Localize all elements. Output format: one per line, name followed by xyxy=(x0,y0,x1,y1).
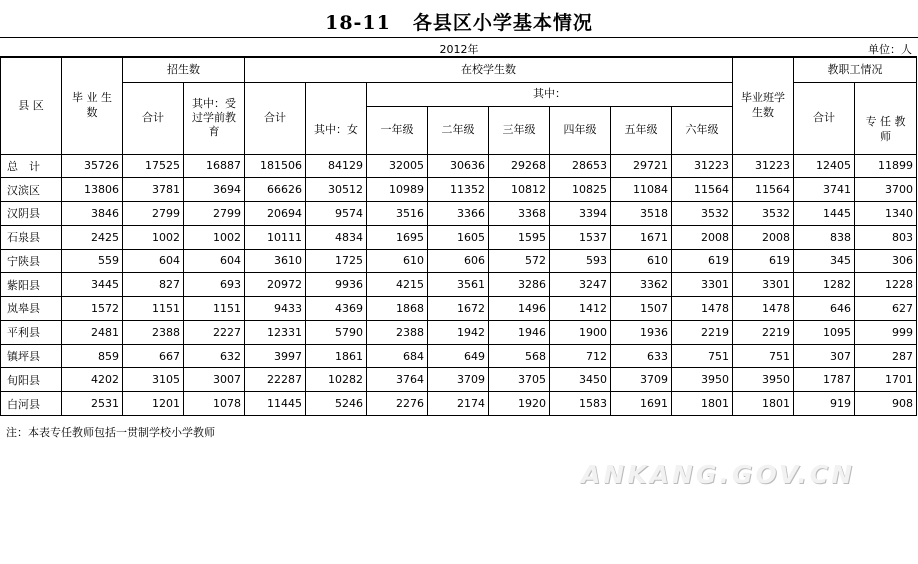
county-name-cell: 汉滨区 xyxy=(1,178,62,202)
data-cell: 3518 xyxy=(611,202,672,226)
data-cell: 3561 xyxy=(428,273,489,297)
data-cell: 1228 xyxy=(855,273,917,297)
county-name-cell: 紫阳县 xyxy=(1,273,62,297)
data-cell: 10825 xyxy=(550,178,611,202)
data-cell: 827 xyxy=(123,273,184,297)
data-cell: 646 xyxy=(794,297,855,321)
data-cell: 2219 xyxy=(733,320,794,344)
data-cell: 20694 xyxy=(245,202,306,226)
data-cell: 3709 xyxy=(611,368,672,392)
county-name-cell: 总 计 xyxy=(1,154,62,178)
data-cell: 572 xyxy=(489,249,550,273)
data-cell: 3694 xyxy=(184,178,245,202)
statistics-table xyxy=(0,56,917,416)
data-cell: 307 xyxy=(794,344,855,368)
data-cell: 3700 xyxy=(855,178,917,202)
watermark: ANKANG.GOV.CN xyxy=(581,460,856,489)
header-of-which: 其中： xyxy=(367,82,733,106)
header-enrollment: 招生数 xyxy=(123,57,245,82)
data-cell: 1002 xyxy=(123,225,184,249)
data-cell: 1671 xyxy=(611,225,672,249)
data-cell: 604 xyxy=(123,249,184,273)
data-cell: 859 xyxy=(62,344,123,368)
data-cell: 1507 xyxy=(611,297,672,321)
data-cell: 3950 xyxy=(672,368,733,392)
data-cell: 693 xyxy=(184,273,245,297)
data-cell: 20972 xyxy=(245,273,306,297)
data-cell: 2008 xyxy=(672,225,733,249)
data-cell: 3445 xyxy=(62,273,123,297)
county-name-cell: 石泉县 xyxy=(1,225,62,249)
data-cell: 999 xyxy=(855,320,917,344)
data-cell: 11899 xyxy=(855,154,917,178)
data-cell: 30636 xyxy=(428,154,489,178)
data-cell: 803 xyxy=(855,225,917,249)
data-cell: 1946 xyxy=(489,320,550,344)
header-enroll-total: 合计 xyxy=(123,82,184,154)
data-cell: 4215 xyxy=(367,273,428,297)
data-cell: 2008 xyxy=(733,225,794,249)
data-cell: 667 xyxy=(123,344,184,368)
table-row xyxy=(1,392,917,416)
data-cell: 31223 xyxy=(733,154,794,178)
header-grad-class: 毕业班学生数 xyxy=(733,57,794,154)
data-cell: 1572 xyxy=(62,297,123,321)
data-cell: 3450 xyxy=(550,368,611,392)
header-grade-5: 五年级 xyxy=(611,106,672,154)
data-cell: 3950 xyxy=(733,368,794,392)
data-cell: 1583 xyxy=(550,392,611,416)
table-header xyxy=(1,57,917,154)
data-cell: 3368 xyxy=(489,202,550,226)
data-cell: 1151 xyxy=(184,297,245,321)
data-cell: 1595 xyxy=(489,225,550,249)
data-cell: 593 xyxy=(550,249,611,273)
data-cell: 9936 xyxy=(306,273,367,297)
data-cell: 3764 xyxy=(367,368,428,392)
data-cell: 908 xyxy=(855,392,917,416)
data-cell: 2481 xyxy=(62,320,123,344)
header-female: 其中：女 xyxy=(306,106,367,154)
header-grade-6: 六年级 xyxy=(672,106,733,154)
data-cell: 2388 xyxy=(123,320,184,344)
data-cell: 1537 xyxy=(550,225,611,249)
data-cell: 1340 xyxy=(855,202,917,226)
data-cell: 3362 xyxy=(611,273,672,297)
header-grade-1: 一年级 xyxy=(367,106,428,154)
data-cell: 2276 xyxy=(367,392,428,416)
data-cell: 3394 xyxy=(550,202,611,226)
data-cell: 3997 xyxy=(245,344,306,368)
data-cell: 2799 xyxy=(184,202,245,226)
data-cell: 3781 xyxy=(123,178,184,202)
data-cell: 919 xyxy=(794,392,855,416)
header-grade-4: 四年级 xyxy=(550,106,611,154)
data-cell: 568 xyxy=(489,344,550,368)
data-cell: 84129 xyxy=(306,154,367,178)
data-cell: 10812 xyxy=(489,178,550,202)
data-cell: 1787 xyxy=(794,368,855,392)
footnote: 注：本表专任教师包括一贯制学校小学教师 xyxy=(6,426,215,439)
data-cell: 11445 xyxy=(245,392,306,416)
data-cell: 1282 xyxy=(794,273,855,297)
title-divider xyxy=(0,37,918,38)
data-cell: 1936 xyxy=(611,320,672,344)
data-cell: 13806 xyxy=(62,178,123,202)
data-cell: 345 xyxy=(794,249,855,273)
data-cell: 3247 xyxy=(550,273,611,297)
header-graduates: 毕 业 生 数 xyxy=(62,57,123,154)
header-staff: 教职工情况 xyxy=(794,57,917,82)
table-row xyxy=(1,225,917,249)
data-cell: 1920 xyxy=(489,392,550,416)
data-cell: 751 xyxy=(733,344,794,368)
header-fulltime-teachers: 专 任 教 师 xyxy=(855,106,917,154)
header-county: 县 区 xyxy=(1,57,62,154)
table-row xyxy=(1,154,917,178)
county-name-cell: 白河县 xyxy=(1,392,62,416)
data-cell: 17525 xyxy=(123,154,184,178)
data-cell: 35726 xyxy=(62,154,123,178)
data-cell: 1695 xyxy=(367,225,428,249)
data-cell: 28653 xyxy=(550,154,611,178)
data-cell: 632 xyxy=(184,344,245,368)
data-cell: 11564 xyxy=(733,178,794,202)
data-cell: 1900 xyxy=(550,320,611,344)
data-cell: 684 xyxy=(367,344,428,368)
data-cell: 838 xyxy=(794,225,855,249)
data-cell: 3366 xyxy=(428,202,489,226)
data-cell: 3301 xyxy=(733,273,794,297)
data-cell: 4202 xyxy=(62,368,123,392)
data-cell: 1445 xyxy=(794,202,855,226)
data-cell: 2531 xyxy=(62,392,123,416)
data-cell: 306 xyxy=(855,249,917,273)
header-school-total: 合计 xyxy=(245,82,306,154)
data-cell: 3301 xyxy=(672,273,733,297)
data-cell: 1801 xyxy=(733,392,794,416)
data-cell: 181506 xyxy=(245,154,306,178)
county-name-cell: 旬阳县 xyxy=(1,368,62,392)
table-title xyxy=(0,8,918,35)
data-cell: 9433 xyxy=(245,297,306,321)
header-grade-3: 三年级 xyxy=(489,106,550,154)
data-cell: 712 xyxy=(550,344,611,368)
table-number: 18-11 xyxy=(325,12,391,34)
data-cell: 751 xyxy=(672,344,733,368)
data-cell: 3610 xyxy=(245,249,306,273)
header-staff-total: 合计 xyxy=(794,82,855,154)
data-cell: 2219 xyxy=(672,320,733,344)
county-name-cell: 镇坪县 xyxy=(1,344,62,368)
county-name-cell: 平利县 xyxy=(1,320,62,344)
data-cell: 2227 xyxy=(184,320,245,344)
data-cell: 1496 xyxy=(489,297,550,321)
data-cell: 11084 xyxy=(611,178,672,202)
data-cell: 1672 xyxy=(428,297,489,321)
data-cell: 1801 xyxy=(672,392,733,416)
year-label: 2012年 xyxy=(439,43,479,56)
data-cell: 1095 xyxy=(794,320,855,344)
table-row xyxy=(1,202,917,226)
data-cell: 3105 xyxy=(123,368,184,392)
data-cell: 649 xyxy=(428,344,489,368)
data-cell: 9574 xyxy=(306,202,367,226)
data-cell: 3846 xyxy=(62,202,123,226)
data-cell: 2425 xyxy=(62,225,123,249)
data-cell: 3286 xyxy=(489,273,550,297)
header-teacher-spacer xyxy=(855,82,917,106)
data-cell: 3516 xyxy=(367,202,428,226)
data-cell: 1725 xyxy=(306,249,367,273)
data-cell: 1942 xyxy=(428,320,489,344)
table-row xyxy=(1,320,917,344)
data-cell: 22287 xyxy=(245,368,306,392)
data-cell: 10989 xyxy=(367,178,428,202)
data-cell: 1478 xyxy=(672,297,733,321)
data-cell: 3007 xyxy=(184,368,245,392)
data-cell: 619 xyxy=(733,249,794,273)
data-cell: 1478 xyxy=(733,297,794,321)
data-cell: 12405 xyxy=(794,154,855,178)
data-cell: 31223 xyxy=(672,154,733,178)
county-name-cell: 岚皋县 xyxy=(1,297,62,321)
data-cell: 4369 xyxy=(306,297,367,321)
data-cell: 1701 xyxy=(855,368,917,392)
data-cell: 559 xyxy=(62,249,123,273)
data-cell: 16887 xyxy=(184,154,245,178)
data-cell: 3709 xyxy=(428,368,489,392)
data-cell: 610 xyxy=(611,249,672,273)
data-cell: 2388 xyxy=(367,320,428,344)
data-cell: 633 xyxy=(611,344,672,368)
data-cell: 1861 xyxy=(306,344,367,368)
data-cell: 66626 xyxy=(245,178,306,202)
header-grade-2: 二年级 xyxy=(428,106,489,154)
data-cell: 29721 xyxy=(611,154,672,178)
table-row xyxy=(1,344,917,368)
data-cell: 5790 xyxy=(306,320,367,344)
data-cell: 610 xyxy=(367,249,428,273)
data-cell: 12331 xyxy=(245,320,306,344)
data-cell: 3705 xyxy=(489,368,550,392)
data-cell: 2174 xyxy=(428,392,489,416)
data-cell: 1605 xyxy=(428,225,489,249)
data-cell: 3532 xyxy=(733,202,794,226)
data-cell: 1412 xyxy=(550,297,611,321)
data-cell: 3532 xyxy=(672,202,733,226)
data-cell: 1868 xyxy=(367,297,428,321)
table-body xyxy=(1,154,917,416)
data-cell: 11352 xyxy=(428,178,489,202)
data-cell: 1078 xyxy=(184,392,245,416)
data-cell: 627 xyxy=(855,297,917,321)
county-name-cell: 汉阴县 xyxy=(1,202,62,226)
table-title-text: 各县区小学基本情况 xyxy=(412,12,593,34)
data-cell: 11564 xyxy=(672,178,733,202)
table-row xyxy=(1,368,917,392)
data-cell: 2799 xyxy=(123,202,184,226)
county-name-cell: 宁陕县 xyxy=(1,249,62,273)
data-cell: 606 xyxy=(428,249,489,273)
data-cell: 10282 xyxy=(306,368,367,392)
data-cell: 1002 xyxy=(184,225,245,249)
data-cell: 29268 xyxy=(489,154,550,178)
table-row xyxy=(1,273,917,297)
data-cell: 32005 xyxy=(367,154,428,178)
data-cell: 619 xyxy=(672,249,733,273)
data-cell: 1201 xyxy=(123,392,184,416)
data-cell: 4834 xyxy=(306,225,367,249)
header-female-spacer xyxy=(306,82,367,106)
data-cell: 5246 xyxy=(306,392,367,416)
table-row xyxy=(1,249,917,273)
unit-label: 单位：人 xyxy=(868,43,912,56)
header-in-school: 在校学生数 xyxy=(245,57,733,82)
data-cell: 30512 xyxy=(306,178,367,202)
data-cell: 604 xyxy=(184,249,245,273)
data-cell: 1691 xyxy=(611,392,672,416)
data-cell: 287 xyxy=(855,344,917,368)
data-cell: 3741 xyxy=(794,178,855,202)
data-cell: 10111 xyxy=(245,225,306,249)
header-enroll-preschool: 其中：受过学前教育 xyxy=(184,82,245,154)
data-cell: 1151 xyxy=(123,297,184,321)
table-row xyxy=(1,178,917,202)
table-row xyxy=(1,297,917,321)
